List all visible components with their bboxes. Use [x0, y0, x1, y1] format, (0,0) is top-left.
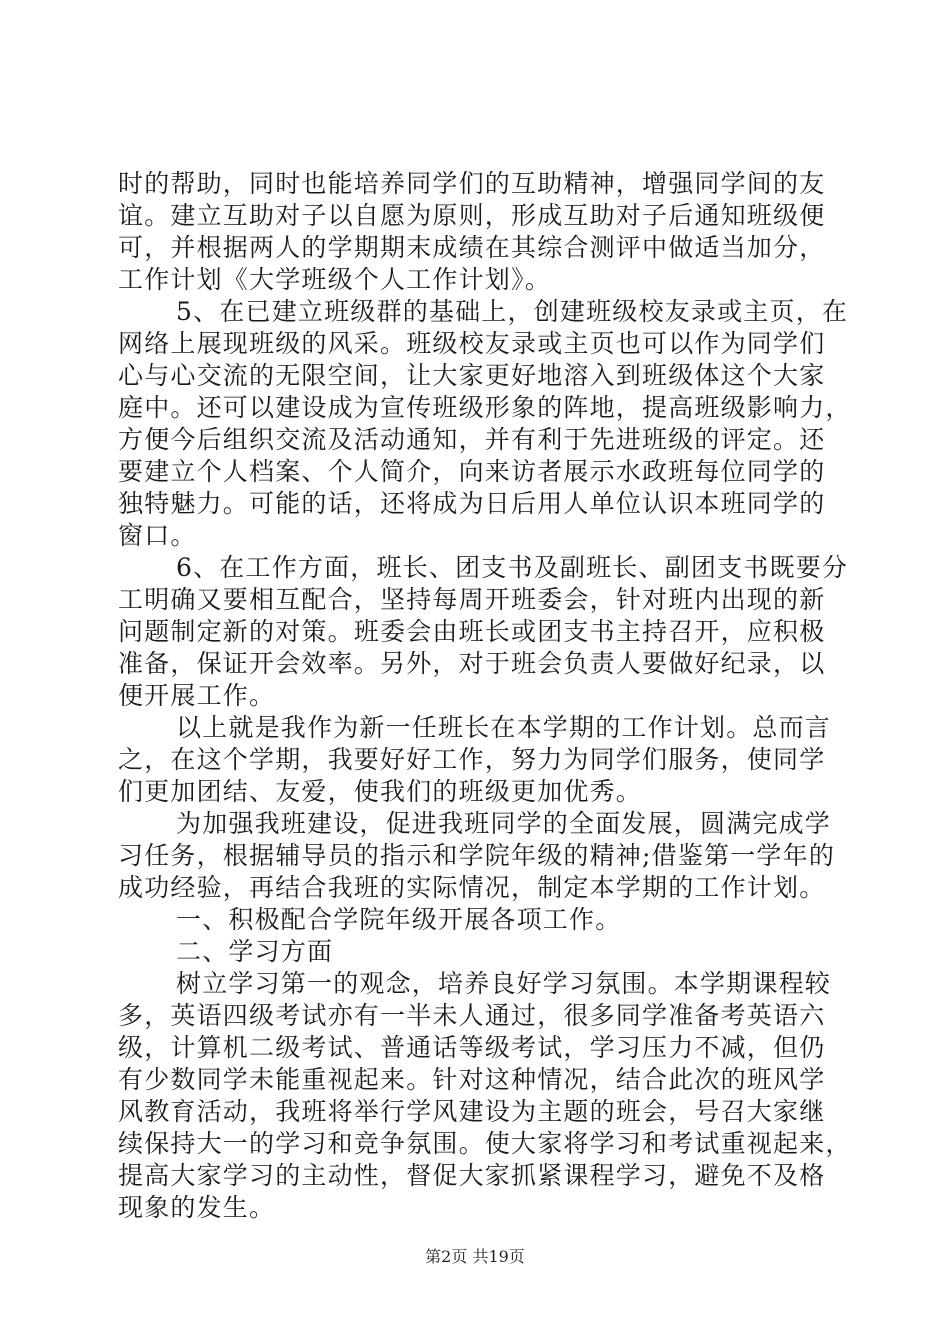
text-line: 谊。建立互助对子以自愿为原则，形成互助对子后通知班级便 [118, 201, 826, 230]
paragraph-start-line: 5、在已建立班级群的基础上，创建班级校友录或主页，在 [176, 297, 849, 326]
document-body [118, 168, 852, 1224]
text-line: 有少数同学未能重视起来。针对这种情况，结合此次的班风学 [118, 1065, 826, 1094]
text-line: 准备，保证开会效率。另外，对于班会负责人要做好纪录，以 [118, 649, 826, 678]
text-line: 们更加团结、友爱，使我们的班级更加优秀。 [118, 777, 643, 806]
paragraph-start-line: 6、在工作方面，班长、团支书及副班长、副团支书既要分 [176, 553, 849, 582]
text-line: 时的帮助，同时也能培养同学们的互助精神，增强同学间的友 [118, 169, 826, 198]
text-line: 要建立个人档案、个人简介，向来访者展示水政班每位同学的 [118, 457, 826, 486]
text-line: 方便今后组织交流及活动通知，并有利于先进班级的评定。还 [118, 425, 826, 454]
text-line: 问题制定新的对策。班委会由班长或团支书主持召开，应积极 [118, 617, 826, 646]
text-line: 独特魅力。可能的话，还将成为日后用人单位认识本班同学的 [118, 489, 826, 518]
text-line: 心与心交流的无限空间，让大家更好地溶入到班级体这个大家 [118, 361, 826, 390]
text-line: 多，英语四级考试亦有一半未人通过，很多同学准备考英语六 [118, 1001, 826, 1030]
section-heading: 二、学习方面 [176, 937, 334, 966]
text-line: 窗口。 [118, 521, 197, 550]
paragraph-start-line: 树立学习第一的观念，培养良好学习氛围。本学期课程较 [176, 969, 832, 998]
text-line: 之，在这个学期，我要好好工作，努力为同学们服务，使同学 [118, 745, 826, 774]
text-line: 提高大家学习的主动性，督促大家抓紧课程学习，避免不及格 [118, 1161, 826, 1190]
text-line: 庭中。还可以建设成为宣传班级形象的阵地，提高班级影响力， [118, 393, 852, 422]
text-line: 工明确又要相互配合，坚持每周开班委会，针对班内出现的新 [118, 585, 826, 614]
text-line: 风教育活动，我班将举行学风建设为主题的班会，号召大家继 [118, 1097, 826, 1126]
text-line: 习任务，根据辅导员的指示和学院年级的精神;借鉴第一学年的 [118, 841, 836, 870]
text-line: 工作计划《大学班级个人工作计划》。 [118, 265, 551, 294]
text-line: 便开展工作。 [118, 681, 276, 710]
page-number-footer: 第2页 共19页 [425, 1247, 525, 1266]
paragraph-start-line: 为加强我班建设，促进我班同学的全面发展，圆满完成学 [176, 809, 832, 838]
paragraph-start-line: 以上就是我作为新一任班长在本学期的工作计划。总而言 [176, 713, 832, 742]
text-line: 续保持大一的学习和竞争氛围。使大家将学习和考试重视起来， [118, 1129, 852, 1158]
section-heading: 一、积极配合学院年级开展各项工作。 [176, 905, 622, 934]
text-line: 现象的发生。 [118, 1193, 276, 1222]
text-line: 级，计算机二级考试、普通话等级考试，学习压力不减，但仍 [118, 1033, 826, 1062]
text-line: 可，并根据两人的学期期末成绩在其综合测评中做适当加分， [118, 233, 826, 262]
text-line: 成功经验，再结合我班的实际情况，制定本学期的工作计划。 [118, 873, 826, 902]
text-line: 网络上展现班级的风采。班级校友录或主页也可以作为同学们 [118, 329, 826, 358]
